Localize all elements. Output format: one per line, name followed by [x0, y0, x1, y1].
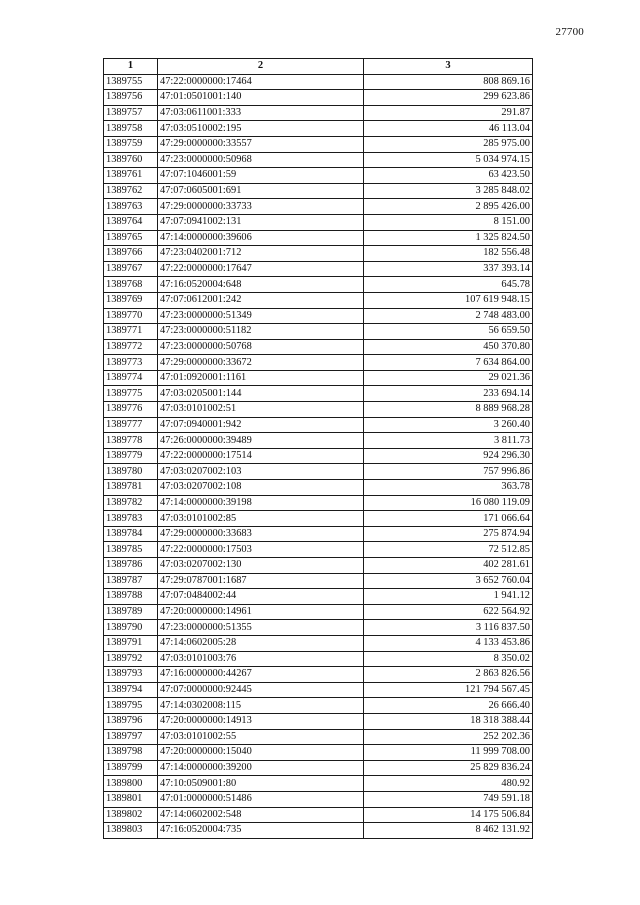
- row-number-cell: 1389779: [104, 448, 158, 464]
- cadastral-value-cell: 3 116 837.50: [364, 620, 533, 636]
- row-number-cell: 1389789: [104, 604, 158, 620]
- page-number: 27700: [555, 26, 584, 38]
- table-row: [104, 230, 533, 246]
- row-number-cell: 1389787: [104, 573, 158, 589]
- cadastral-number-cell: 47:26:0000000:39489: [158, 433, 364, 449]
- row-number-cell: 1389793: [104, 667, 158, 683]
- table-row: [104, 152, 533, 168]
- row-number-cell: 1389803: [104, 823, 158, 839]
- table-row: [104, 791, 533, 807]
- cadastral-value-cell: 363.78: [364, 480, 533, 496]
- cadastral-value-cell: 5 034 974.15: [364, 152, 533, 168]
- cadastral-value-cell: 3 260.40: [364, 417, 533, 433]
- row-number-cell: 1389802: [104, 807, 158, 823]
- table-row: [104, 183, 533, 199]
- table-row: [104, 760, 533, 776]
- cadastral-number-cell: 47:14:0000000:39606: [158, 230, 364, 246]
- table-row: [104, 308, 533, 324]
- cadastral-number-cell: 47:07:0612001:242: [158, 292, 364, 308]
- row-number-cell: 1389764: [104, 214, 158, 230]
- table-row: [104, 199, 533, 215]
- row-number-cell: 1389755: [104, 74, 158, 90]
- cadastral-value-cell: 233 694.14: [364, 386, 533, 402]
- table-row: [104, 667, 533, 683]
- table-row: [104, 402, 533, 418]
- cadastral-number-cell: 47:07:0000000:92445: [158, 682, 364, 698]
- table-row: [104, 589, 533, 605]
- cadastral-value-cell: 275 874.94: [364, 526, 533, 542]
- cadastral-value-cell: 402 281.61: [364, 558, 533, 574]
- table-row: [104, 823, 533, 839]
- row-number-cell: 1389769: [104, 292, 158, 308]
- table-row: [104, 433, 533, 449]
- cadastral-value-cell: 16 080 119.09: [364, 495, 533, 511]
- table-row: [104, 526, 533, 542]
- cadastral-number-cell: 47:03:0205001:144: [158, 386, 364, 402]
- cadastral-value-cell: 26 666.40: [364, 698, 533, 714]
- row-number-cell: 1389796: [104, 713, 158, 729]
- cadastral-number-cell: 47:01:0000000:51486: [158, 791, 364, 807]
- row-number-cell: 1389770: [104, 308, 158, 324]
- cadastral-number-cell: 47:03:0207002:108: [158, 480, 364, 496]
- table-row: [104, 495, 533, 511]
- cadastral-value-cell: 29 021.36: [364, 370, 533, 386]
- row-number-cell: 1389765: [104, 230, 158, 246]
- cadastral-value-cell: 171 066.64: [364, 511, 533, 527]
- cadastral-value-cell: 18 318 388.44: [364, 713, 533, 729]
- cadastral-number-cell: 47:03:0510002:195: [158, 121, 364, 137]
- table-row: [104, 698, 533, 714]
- cadastral-value-cell: 1 941.12: [364, 589, 533, 605]
- row-number-cell: 1389775: [104, 386, 158, 402]
- cadastral-number-cell: 47:07:0605001:691: [158, 183, 364, 199]
- cadastral-value-cell: 63 423.50: [364, 168, 533, 184]
- cadastral-number-cell: 47:23:0000000:50768: [158, 339, 364, 355]
- cadastral-value-cell: 1 325 824.50: [364, 230, 533, 246]
- row-number-cell: 1389774: [104, 370, 158, 386]
- table-row: [104, 573, 533, 589]
- cadastral-number-cell: 47:07:0941002:131: [158, 214, 364, 230]
- table-row: [104, 355, 533, 371]
- cadastral-value-cell: 2 748 483.00: [364, 308, 533, 324]
- column-header-2: 2: [158, 59, 364, 75]
- cadastral-number-cell: 47:03:0101002:85: [158, 511, 364, 527]
- cadastral-number-cell: 47:16:0000000:44267: [158, 667, 364, 683]
- cadastral-number-cell: 47:22:0000000:17464: [158, 74, 364, 90]
- row-number-cell: 1389797: [104, 729, 158, 745]
- cadastral-number-cell: 47:23:0402001:712: [158, 246, 364, 262]
- cadastral-value-cell: 749 591.18: [364, 791, 533, 807]
- cadastral-number-cell: 47:14:0602002:548: [158, 807, 364, 823]
- cadastral-number-cell: 47:20:0000000:14913: [158, 713, 364, 729]
- cadastral-value-cell: 480.92: [364, 776, 533, 792]
- cadastral-value-cell: 2 863 826.56: [364, 667, 533, 683]
- row-number-cell: 1389790: [104, 620, 158, 636]
- cadastral-number-cell: 47:07:0484002:44: [158, 589, 364, 605]
- cadastral-value-cell: 3 811.73: [364, 433, 533, 449]
- table-row: [104, 339, 533, 355]
- cadastral-value-cell: 72 512.85: [364, 542, 533, 558]
- cadastral-number-cell: 47:29:0000000:33683: [158, 526, 364, 542]
- cadastral-value-cell: 8 350.02: [364, 651, 533, 667]
- cadastral-number-cell: 47:14:0602005:28: [158, 635, 364, 651]
- cadastral-value-cell: 11 999 708.00: [364, 745, 533, 761]
- cadastral-value-cell: 4 133 453.86: [364, 635, 533, 651]
- cadastral-value-cell: 645.78: [364, 277, 533, 293]
- row-number-cell: 1389757: [104, 105, 158, 121]
- cadastral-value-cell: 450 370.80: [364, 339, 533, 355]
- table-row: [104, 464, 533, 480]
- cadastral-number-cell: 47:20:0000000:15040: [158, 745, 364, 761]
- cadastral-number-cell: 47:29:0787001:1687: [158, 573, 364, 589]
- row-number-cell: 1389792: [104, 651, 158, 667]
- table-row: [104, 246, 533, 262]
- cadastral-value-cell: 56 659.50: [364, 324, 533, 340]
- cadastral-number-cell: 47:22:0000000:17503: [158, 542, 364, 558]
- row-number-cell: 1389771: [104, 324, 158, 340]
- cadastral-value-cell: 3 285 848.02: [364, 183, 533, 199]
- table-row: [104, 651, 533, 667]
- cadastral-value-cell: 3 652 760.04: [364, 573, 533, 589]
- table-row: [104, 480, 533, 496]
- cadastral-number-cell: 47:29:0000000:33672: [158, 355, 364, 371]
- row-number-cell: 1389783: [104, 511, 158, 527]
- table-row: [104, 511, 533, 527]
- table-row: [104, 635, 533, 651]
- cadastral-number-cell: 47:10:0509001:80: [158, 776, 364, 792]
- cadastral-value-cell: 14 175 506.84: [364, 807, 533, 823]
- cadastral-value-cell: 46 113.04: [364, 121, 533, 137]
- table-row: [104, 620, 533, 636]
- row-number-cell: 1389800: [104, 776, 158, 792]
- table-row: [104, 729, 533, 745]
- row-number-cell: 1389781: [104, 480, 158, 496]
- cadastral-value-cell: 2 895 426.00: [364, 199, 533, 215]
- row-number-cell: 1389791: [104, 635, 158, 651]
- cadastral-value-table: [103, 58, 533, 839]
- row-number-cell: 1389794: [104, 682, 158, 698]
- row-number-cell: 1389772: [104, 339, 158, 355]
- row-number-cell: 1389768: [104, 277, 158, 293]
- row-number-cell: 1389780: [104, 464, 158, 480]
- cadastral-number-cell: 47:03:0207002:103: [158, 464, 364, 480]
- cadastral-number-cell: 47:23:0000000:51349: [158, 308, 364, 324]
- cadastral-number-cell: 47:03:0207002:130: [158, 558, 364, 574]
- table-row: [104, 604, 533, 620]
- table-body: [104, 74, 533, 838]
- cadastral-value-cell: 25 829 836.24: [364, 760, 533, 776]
- table-row: [104, 214, 533, 230]
- cadastral-value-cell: 107 619 948.15: [364, 292, 533, 308]
- row-number-cell: 1389773: [104, 355, 158, 371]
- table-row: [104, 417, 533, 433]
- cadastral-value-cell: 622 564.92: [364, 604, 533, 620]
- cadastral-number-cell: 47:07:0940001:942: [158, 417, 364, 433]
- cadastral-value-cell: 291.87: [364, 105, 533, 121]
- row-number-cell: 1389777: [104, 417, 158, 433]
- table-row: [104, 324, 533, 340]
- row-number-cell: 1389760: [104, 152, 158, 168]
- row-number-cell: 1389776: [104, 402, 158, 418]
- cadastral-value-cell: 7 634 864.00: [364, 355, 533, 371]
- cadastral-number-cell: 47:20:0000000:14961: [158, 604, 364, 620]
- table-row: [104, 136, 533, 152]
- row-number-cell: 1389767: [104, 261, 158, 277]
- cadastral-number-cell: 47:03:0101002:55: [158, 729, 364, 745]
- row-number-cell: 1389799: [104, 760, 158, 776]
- table-row: [104, 370, 533, 386]
- cadastral-number-cell: 47:07:1046001:59: [158, 168, 364, 184]
- cadastral-value-cell: 337 393.14: [364, 261, 533, 277]
- cadastral-number-cell: 47:22:0000000:17647: [158, 261, 364, 277]
- cadastral-value-cell: 924 296.30: [364, 448, 533, 464]
- cadastral-number-cell: 47:01:0501001:140: [158, 90, 364, 106]
- column-header-1: 1: [104, 59, 158, 75]
- row-number-cell: 1389766: [104, 246, 158, 262]
- table-row: [104, 105, 533, 121]
- row-number-cell: 1389759: [104, 136, 158, 152]
- table-row: [104, 807, 533, 823]
- table-row: [104, 542, 533, 558]
- cadastral-value-cell: 182 556.48: [364, 246, 533, 262]
- table-row: [104, 776, 533, 792]
- row-number-cell: 1389785: [104, 542, 158, 558]
- cadastral-value-cell: 121 794 567.45: [364, 682, 533, 698]
- cadastral-number-cell: 47:01:0920001:1161: [158, 370, 364, 386]
- cadastral-number-cell: 47:16:0520004:735: [158, 823, 364, 839]
- row-number-cell: 1389801: [104, 791, 158, 807]
- row-number-cell: 1389758: [104, 121, 158, 137]
- column-header-3: 3: [364, 59, 533, 75]
- cadastral-number-cell: 47:29:0000000:33557: [158, 136, 364, 152]
- row-number-cell: 1389778: [104, 433, 158, 449]
- cadastral-number-cell: 47:23:0000000:51182: [158, 324, 364, 340]
- table-row: [104, 713, 533, 729]
- cadastral-value-cell: 808 869.16: [364, 74, 533, 90]
- row-number-cell: 1389786: [104, 558, 158, 574]
- table-row: [104, 558, 533, 574]
- row-number-cell: 1389795: [104, 698, 158, 714]
- cadastral-value-cell: 252 202.36: [364, 729, 533, 745]
- row-number-cell: 1389798: [104, 745, 158, 761]
- cadastral-number-cell: 47:14:0302008:115: [158, 698, 364, 714]
- cadastral-number-cell: 47:23:0000000:50968: [158, 152, 364, 168]
- cadastral-number-cell: 47:23:0000000:51355: [158, 620, 364, 636]
- table-row: [104, 74, 533, 90]
- cadastral-number-cell: 47:03:0101003:76: [158, 651, 364, 667]
- table-row: [104, 682, 533, 698]
- row-number-cell: 1389788: [104, 589, 158, 605]
- table-row: [104, 745, 533, 761]
- table-row: [104, 90, 533, 106]
- row-number-cell: 1389761: [104, 168, 158, 184]
- cadastral-number-cell: 47:29:0000000:33733: [158, 199, 364, 215]
- row-number-cell: 1389782: [104, 495, 158, 511]
- cadastral-value-cell: 8 151.00: [364, 214, 533, 230]
- cadastral-value-cell: 8 462 131.92: [364, 823, 533, 839]
- cadastral-number-cell: 47:14:0000000:39200: [158, 760, 364, 776]
- cadastral-number-cell: 47:22:0000000:17514: [158, 448, 364, 464]
- table-row: [104, 448, 533, 464]
- row-number-cell: 1389762: [104, 183, 158, 199]
- cadastral-value-cell: 299 623.86: [364, 90, 533, 106]
- row-number-cell: 1389784: [104, 526, 158, 542]
- table-row: [104, 292, 533, 308]
- cadastral-value-cell: 285 975.00: [364, 136, 533, 152]
- cadastral-value-cell: 757 996.86: [364, 464, 533, 480]
- row-number-cell: 1389763: [104, 199, 158, 215]
- table-row: [104, 277, 533, 293]
- cadastral-number-cell: 47:03:0101002:51: [158, 402, 364, 418]
- table-row: [104, 386, 533, 402]
- cadastral-number-cell: 47:03:0611001:333: [158, 105, 364, 121]
- table-row: [104, 168, 533, 184]
- table-row: [104, 261, 533, 277]
- row-number-cell: 1389756: [104, 90, 158, 106]
- table-row: [104, 121, 533, 137]
- cadastral-number-cell: 47:14:0000000:39198: [158, 495, 364, 511]
- cadastral-value-cell: 8 889 968.28: [364, 402, 533, 418]
- table-header-row: [104, 59, 533, 75]
- cadastral-number-cell: 47:16:0520004:648: [158, 277, 364, 293]
